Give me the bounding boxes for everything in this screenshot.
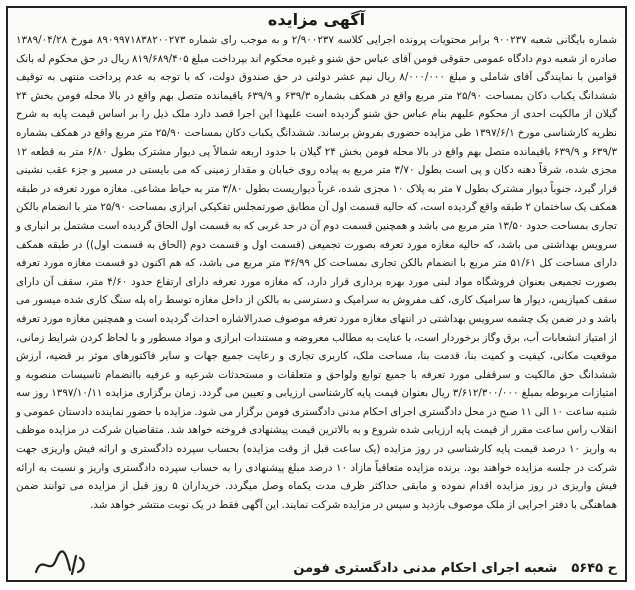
notice-paragraph: شماره بایگانی شعبه ۹۰۰۲۳۷ برابر محتویات پرونده اجرایی کلاسه ۲/۹۰۰۲۳۷ و به موجب رای شماره ۸۹۰۹۹۷۱۸۳۸۲۰۰۲۷۳ مورخ ۱۳۸۹/۰۴/۲۸ صادره از شعبه دوم دادگاه عمومی حقوقی فومن آقای عباس حق شنو و غیره محکوم اند بپرداخت مبلغ ۸۱۹/۶۸۹/۴۰۵ ریال در حق محکوم له بانک قوامین با نمایندگی آقای شاملی و مبلغ ۸/۰۰۰/۰۰۰ ریال نیم عشر دولتی در حق صندوق دولت، که با توجه به عدم پرداخت منتهی به توقیف ششدانگ یکباب دکان بمساحت ۲۵/۹۰ متر مربع واقع در همکف بشماره ۶۳۹/۳ و ۶۳۹/۹ باقیمانده متصل بهم واقع در بالا محله فومن بخش ۲۴ گیلان از مالکیت احدی از محکوم علیهم بنام عباس حق شنو گردیده است علیهذا این اجرا قصد دارد ملک ذیل را بر اساس قیمت پایه به شرح نظریه کارشناسی مورخ ۱۳۹۷/۶/۱ طی مزایده حضوری بفروش برساند. ششدانگ یکباب دکان بمساحت ۲۵/۹۰ متر مربع واقع در همکف بشماره ۶۳۹/۳ و ۶۳۹/۹ باقیمانده متصل بهم واقع در بالا محله فومن بخش ۲۴ گیلان با حدود اربعه شمالاً پی دیوار مشترک بطول ۶/۸۰ متر به قطعه ۱۲ مجزی شده، شرقاً دهنه دکان و پی است بطول ۳/۷۰ متر مربع به پیاده روی خیابان و مقدار زمینی که می بایستی در مسیر و جزء عقب نشینی قرار گیرد، جنوباً دیوار مشترک بطول ۷ متر به پلاک ۱۰ مجزی شده، غرباً دیواریست بطول ۳/۸۰ متر به حیاط مشاعی. مغازه مورد تعرفه در طبقه همکف یک ساختمان ۲ طبقه واقع گردیده است، که حالیه قسمت اول آن مطابق صورتمجلس تفکیکی ابرازی بمساحت ۲۵/۹۰ متر با انضمام بالکن تجاری بمساحت حدود ۱۳/۵۰ متر مربع می باشد و همچنین قسمت دوم آن در حد غربی که به قسمت اول الحاق گردیده است مشتمل بر انباری و سرویس بهداشتی می باشد، که حالیه مغازه مورد تعرفه بصورت تجمیعی (قسمت اول و قسمت دوم (الحاق به قسمت اول)) در طبقه همکف دارای مساحت کل ۵۱/۶۱ متر مربع با انضمام بالکن تجاری بمساحت کل ۳۶/۹۹ متر مربع می باشد، که هم اکنون دو قسمت مغازه مورد تعرفه بصورت تجمیعی بعنوان فروشگاه مواد لبنی مورد بهره برداری قرار دارد، که مغازه مورد تعرفه دارای ارتفاع حدود ۴/۶۰ متر، سقف آن دارای سقف کمپازیس، دیوار ها سرامیک کاری، کف مفروش به سرامیک و دسترسی به بالکن از داخل مغازه توسط راه پله سنگ کاری شده میسور می باشد و در ضمن یک چشمه سرویس بهداشتی در انتهای مغازه مورد تعرفه موصوف صدرالاشاره احداث گردیده است و همچنین مغازه مورد تعرفه از امتیاز انشعابات آب، برق وگاز برخوردار است، با عنایت به مطالب معروضه و مستندات ابرازی و مواد مسطور و با لحاظ کردن شرایط زمانی، موقعیت مکانی، کیفیت و کمیت بنا، قدمت بنا، مساحت ملک، کاربری تجاری و رعایت جمیع جهات و سایر فاکتورهای موثر بر قضیه، ارزش ششدانگ حق مالکیت و سرقفلی مورد تعرفه با جمیع توابع ولواحق و متعلقات و مستحدثات شرعیه و عرفیه باانضمام تاسیسات منصوبه و امتیازات مربوطه بمبلغ ۳/۶۱۲/۳۰۰/۰۰۰ ریال بعنوان قیمت پایه کارشناسی ارزیابی و تعیین می گردد. زمان برگزاری مزایده ۱۳۹۷/۱۰/۱۱ روز سه شنبه ساعت ۱۰ الی ۱۱ صبح در محل دادگستری اجرای احکام مدنی دادگستری فومن برگزار می شود. مزایده با حضور نماینده دادستان عمومی و انقلاب راس ساعت مقرر از قیمت پایه ارزیابی شده شروع و به بالاترین قیمت پیشنهادی فروخته خواهد شد. متقاضیان شرکت در مزایده موظف به واریز ۱۰ درصد قیمت پایه کارشناسی در روز مزایده (یک ساعت قبل از وقت مزایده) بحساب سپرده دادگستری و ارائه فیش واریزی جهت شرکت در جلسه مزایده خواهند بود. برنده مزایده متعاقباً مازاد ۱۰ درصد مبلغ پیشنهادی را به حساب سپرده دادگستری واریز و نسبت به ارائه فیش واریزی در روز مزایده اقدام نموده و مابقی حداکثر ظرف مدت یکماه وصل میگردد. خریداران ۵ روز قبل از مزایده می توانند ضمن هماهنگی با دفتر اجرایی از ملک موصوف بازدید و سپس در مزایده شرکت نمایند. این آگهی فقط در یک نوبت منتشر خواهد شد. (16, 34, 618, 511)
notice-code: ح ۵۶۴۵ (571, 561, 617, 576)
signature-row (16, 561, 617, 576)
auction-notice (6, 6, 627, 582)
signature-text: شعبه اجرای احکام مدنی دادگستری فومن (293, 561, 558, 576)
notice-title: آگهی مزایده (267, 10, 366, 29)
notice-body (8, 31, 625, 514)
handwritten-signature-mark (32, 548, 92, 578)
